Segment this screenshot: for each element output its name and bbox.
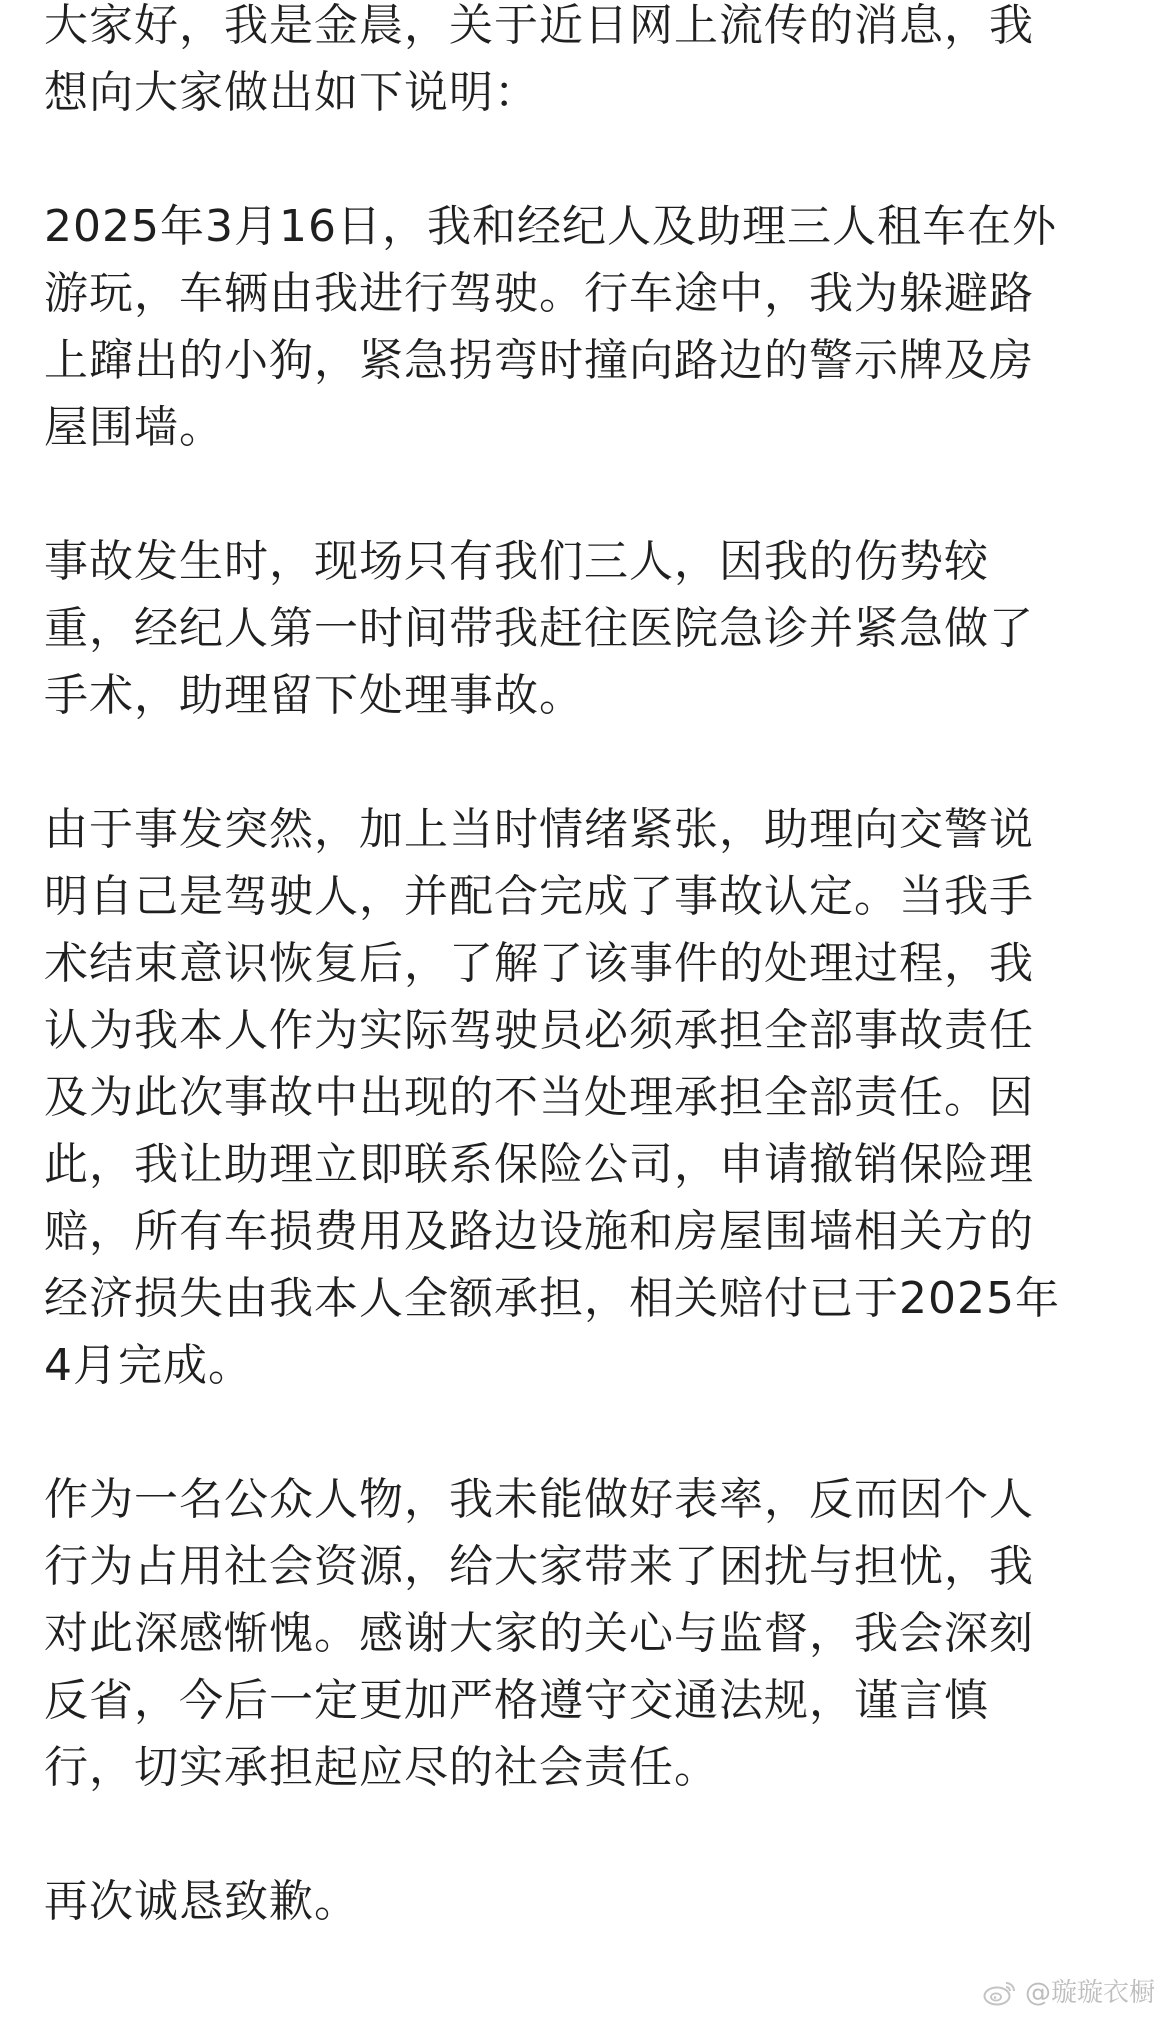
paragraph-gap [44, 461, 1129, 528]
text-line: 想向大家做出如下说明： [44, 67, 539, 118]
text-line: 2025年3月16日，我和经纪人及助理三人租车在外 [44, 201, 1057, 252]
paragraph-gap [44, 1399, 1129, 1466]
text-line: 术结束意识恢复后，了解了该事件的处理过程，我 [44, 938, 1034, 989]
text-line: 此，我让助理立即联系保险公司，申请撤销保险理 [44, 1139, 1034, 1190]
text-line: 反省，今后一定更加严格遵守交通法规，谨言慎 [44, 1675, 989, 1726]
text-line: 大家好，我是金晨，关于近日网上流传的消息，我 [44, 0, 1034, 51]
text-line: 重，经纪人第一时间带我赶往医院急诊并紧急做了 [44, 603, 1034, 654]
text-line: 赔，所有车损费用及路边设施和房屋围墙相关方的 [44, 1206, 1034, 1257]
watermark [983, 1977, 1155, 2009]
text-line: 行，切实承担起应尽的社会责任。 [44, 1742, 719, 1793]
text-line: 明自己是驾驶人，并配合完成了事故认定。当我手 [44, 871, 1034, 922]
text-line: 作为一名公众人物，我未能做好表率，反而因个人 [44, 1474, 1034, 1525]
text-line: 4月完成。 [44, 1340, 253, 1391]
text-line: 认为我本人作为实际驾驶员必须承担全部事故责任 [44, 1005, 1034, 1056]
text-line: 对此深感惭愧。感谢大家的关心与监督，我会深刻 [44, 1608, 1034, 1659]
paragraph-gap [44, 729, 1129, 796]
text-line: 事故发生时，现场只有我们三人，因我的伤势较 [44, 536, 989, 587]
text-line: 屋围墙。 [44, 402, 224, 453]
text-line: 由于事发突然，加上当时情绪紧张，助理向交警说 [44, 804, 1034, 855]
text-line: 行为占用社会资源，给大家带来了困扰与担忧，我 [44, 1541, 1034, 1592]
text-line: 上蹿出的小狗，紧急拐弯时撞向路边的警示牌及房 [44, 335, 1034, 386]
text-line: 再次诚恳致歉。 [44, 1876, 359, 1927]
paragraph-gap [44, 1801, 1129, 1868]
text-line: 及为此次事故中出现的不当处理承担全部责任。因 [44, 1072, 1034, 1123]
paragraph-gap [44, 126, 1129, 193]
text-line: 经济损失由我本人全额承担，相关赔付已于2025年 [44, 1273, 1060, 1324]
statement-text [44, 0, 1129, 1935]
weibo-logo-icon [983, 1979, 1017, 2007]
text-line: 手术，助理留下处理事故。 [44, 670, 584, 721]
text-line: 游玩，车辆由我进行驾驶。行车途中，我为躲避路 [44, 268, 1034, 319]
watermark-text: @璇璇衣橱 [1024, 1978, 1155, 2008]
